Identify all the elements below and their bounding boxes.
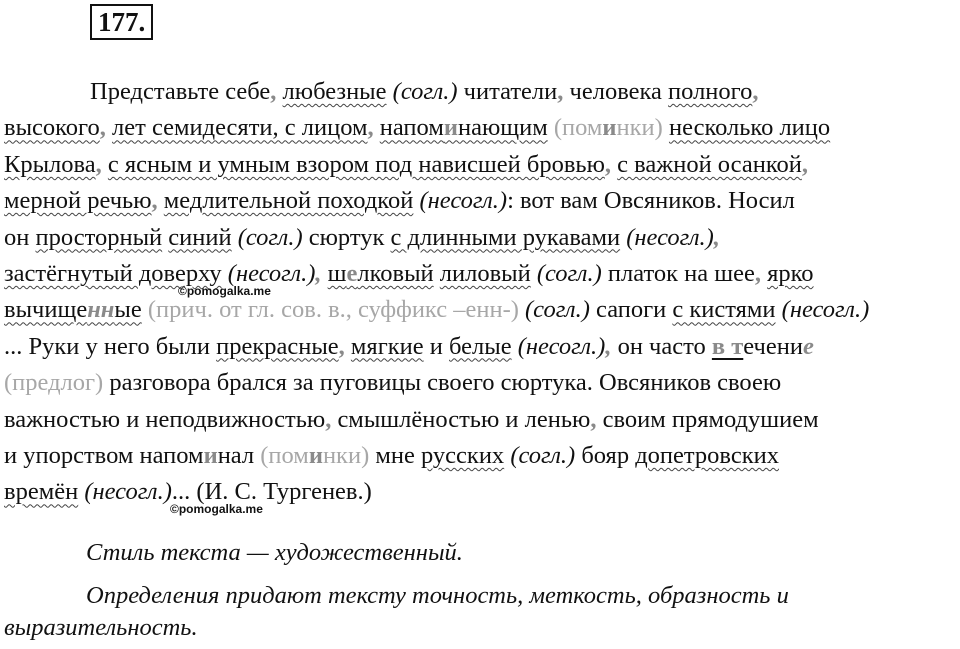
note: (несогл.) [517, 332, 606, 360]
definition: лет семидесяти, с лицом [112, 114, 368, 142]
text-span: он часто [617, 332, 706, 360]
definition: вычище [4, 296, 88, 324]
note: (согл.) [510, 441, 576, 469]
text-line [4, 329, 959, 365]
text-span: важностью и неподвижностью [4, 405, 326, 433]
exercise-text [4, 74, 959, 511]
note: (согл.) [392, 78, 458, 105]
definition: ярко [767, 259, 814, 287]
text-span: человека [569, 78, 662, 105]
definition: напом [379, 114, 444, 142]
text-span: читатели [463, 78, 558, 105]
text-span: ... Руки у него были [4, 332, 210, 360]
comma-mark: , [367, 114, 374, 142]
text-line [4, 220, 959, 256]
text-span: ... (И. С. Тургенев.) [171, 478, 372, 506]
definition: застёгнутый доверху [4, 259, 222, 287]
hint: нки) [322, 441, 370, 469]
definition: с кистями [672, 296, 776, 324]
text-line [4, 147, 959, 183]
comma-mark: , [752, 78, 759, 105]
definition: с длинными рукавами [390, 223, 621, 251]
comma-mark: , [95, 150, 102, 178]
highlight-letter: нн [87, 296, 115, 324]
text-line [4, 474, 959, 510]
note: (несогл.) [781, 296, 870, 324]
watermark: ©pomogalka.me [170, 502, 263, 516]
text-line [4, 402, 959, 438]
definition: допетровских [635, 441, 779, 469]
definition: ш [327, 259, 347, 287]
comma-mark: , [338, 332, 345, 360]
text-span: ечени [743, 332, 803, 360]
text-span: : вот вам Овсяников. Носил [507, 187, 795, 215]
comma-mark: , [557, 78, 564, 105]
definition: белые [449, 332, 512, 360]
text-span: Представьте себе [90, 78, 271, 105]
highlight-letter: и [308, 441, 323, 469]
comma-mark: , [99, 114, 106, 142]
definition: высокого [4, 114, 100, 142]
text-span: сапоги [596, 296, 667, 324]
watermark: ©pomogalka.me [178, 284, 271, 298]
text-span: смышлёностью и ленью [337, 405, 591, 433]
text-line [4, 438, 959, 474]
hint: нки) [616, 114, 663, 142]
text-span: бояр [581, 441, 630, 469]
hint: (пом [260, 441, 309, 469]
text-span: сюртук [308, 223, 385, 251]
text-span: нал [217, 441, 255, 469]
definition: медлительной походкой [163, 187, 414, 215]
note: (согл.) [525, 296, 590, 324]
note: (несогл.) [84, 478, 172, 506]
definitions-conclusion: Определения придают тексту точность, меткость, образность и выразительность. [4, 582, 789, 641]
highlight-letter: и [602, 114, 617, 142]
text-span: своим прямодушием [602, 405, 819, 433]
text-span: разговора брался за пуговицы своего сюртука. Овсяников своею [109, 369, 782, 397]
definition: мерной речью [4, 187, 152, 215]
text-line [4, 292, 959, 328]
note: (несогл.) [419, 187, 508, 215]
definition: Крылова [4, 150, 96, 178]
text-line [4, 110, 959, 146]
comma-mark: , [604, 150, 612, 178]
definition: лиловый [439, 259, 531, 287]
comma-mark: , [713, 223, 720, 251]
text-line [4, 365, 959, 401]
exercise-number: 177. [90, 4, 153, 40]
definition: нающим [457, 114, 548, 142]
text-span: и упорством напом [4, 441, 204, 469]
definition: с важной осанкой [617, 150, 802, 178]
definition: синий [168, 223, 232, 251]
comma-mark: , [151, 187, 158, 215]
note: (несогл.) [626, 223, 714, 251]
note: (несогл.) [227, 259, 316, 287]
text-span: он [4, 223, 30, 251]
highlight-letter: и [443, 114, 458, 142]
definition: несколько лицо [668, 114, 831, 142]
definition: лковый [357, 259, 434, 287]
comma-mark: , [590, 405, 597, 433]
comma-mark: , [325, 405, 332, 433]
definition: просторный [35, 223, 163, 251]
definition: прекрасные [216, 332, 339, 360]
text-span: и [429, 332, 443, 360]
definition: ые [114, 296, 142, 324]
note: (согл.) [237, 223, 303, 251]
preposition: в т [711, 332, 744, 360]
comma-mark: , [754, 259, 761, 287]
text-span: мне [375, 441, 415, 469]
hint: (предлог) [4, 369, 104, 397]
definition: с ясным и умным взором под нависшей бровью [107, 150, 605, 178]
highlight-letter: и [203, 441, 218, 469]
text-line [4, 256, 959, 292]
comma-mark: , [801, 150, 808, 178]
definition: полного [668, 78, 753, 105]
comma-mark: , [315, 259, 322, 287]
hint: (прич. от гл. сов. в., суффикс –енн-) [147, 296, 519, 324]
highlight-letter: е [346, 259, 358, 287]
comma-mark: , [605, 332, 612, 360]
definition: любезные [282, 78, 387, 105]
text-line [4, 183, 959, 219]
note: (согл.) [536, 259, 602, 287]
highlight-letter: е [802, 332, 814, 360]
hint: (пом [553, 114, 603, 142]
text-line [4, 74, 959, 110]
comma-mark: , [270, 78, 277, 105]
definition: русских [420, 441, 505, 469]
definition: мягкие [350, 332, 424, 360]
text-span: платок на шее [607, 259, 755, 287]
definition: времён [4, 478, 79, 506]
style-conclusion: Стиль текста — художественный. [86, 539, 463, 566]
